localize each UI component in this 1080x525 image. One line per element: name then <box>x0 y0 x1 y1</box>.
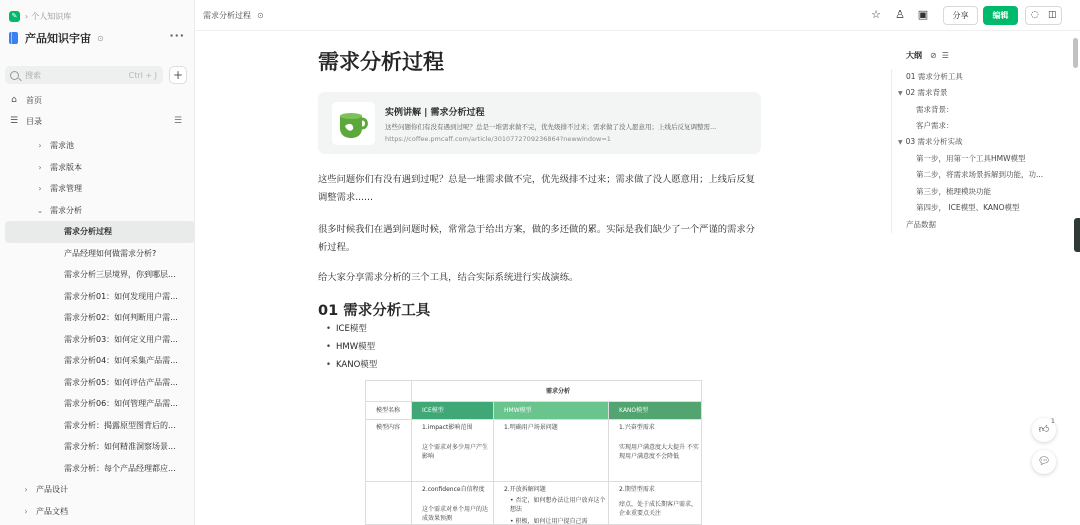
page-title: 需求分析过程 <box>318 50 444 74</box>
bullet-list <box>326 320 377 374</box>
section-heading: 01 需求分析工具 <box>318 303 431 319</box>
tree-item-label: 产品文档 <box>36 506 68 516</box>
collaborator-icon[interactable]: ♙ <box>895 8 905 21</box>
outline-item[interactable]: 第四步， ICE模型、KANO模型 <box>916 203 1020 212</box>
requirement-analysis-table-image[interactable] <box>365 380 702 525</box>
lock-icon: ⊙ <box>257 11 264 20</box>
list-item: • ICE模型 <box>326 320 377 338</box>
table-cell: 1.兴奋型需求 <box>619 424 655 431</box>
panel-toggle-icon[interactable]: ◫ <box>1047 10 1057 20</box>
table-cell: 这个需求对多少用户产生影响 <box>422 444 489 460</box>
list-item: • HMW模型 <box>326 338 377 356</box>
chevron-right-icon: › <box>24 506 28 516</box>
list-icon: ☰ <box>9 116 19 126</box>
chevron-right-icon: › <box>25 11 29 21</box>
tree-item[interactable] <box>0 458 195 480</box>
paragraph: 这些问题你们有没有遇到过呢？总是一堆需求做不完，优先级排不过来；需求做了没人愿意用；上线后反复调整需求...... <box>318 174 755 203</box>
table-col-hmw: HMW模型 <box>504 407 532 414</box>
tree-item-label: 需求池 <box>50 141 74 151</box>
scrollbar-thumb[interactable] <box>1073 38 1078 68</box>
lock-icon: ⊙ <box>97 33 104 43</box>
nav-home[interactable] <box>9 92 42 108</box>
tree-item-label: 需求分析 <box>50 205 82 215</box>
top-bar <box>195 0 1080 31</box>
search-shortcut: Ctrl + J <box>128 70 157 80</box>
tree-item[interactable] <box>0 200 195 222</box>
tree-item-label: 需求分析过程 <box>64 227 112 237</box>
tree-item-label: 需求分析02：如何判断用户需... <box>64 313 178 323</box>
outline-item[interactable]: 产品数据 <box>906 220 936 229</box>
outline-item[interactable]: 第二步，将需求场景拆解到功能，功... <box>916 170 1044 179</box>
outline-item[interactable] <box>898 86 948 100</box>
like-button[interactable]: 👍︎ <box>1032 418 1056 442</box>
outline-item[interactable]: 01 需求分析工具 <box>906 72 963 81</box>
tree-item[interactable] <box>0 307 195 329</box>
home-icon: ⌂ <box>11 95 17 105</box>
outline-item[interactable]: 第三步，梳理模块功能 <box>916 187 991 196</box>
tree-item[interactable] <box>0 135 195 157</box>
present-icon[interactable]: ▣ <box>917 8 929 21</box>
caret-down-icon: ▼ <box>898 139 903 146</box>
comment-icon[interactable]: ◌ <box>1030 10 1039 20</box>
breadcrumb-label: 个人知识库 <box>31 11 72 21</box>
table-col-kano: KANO模型 <box>619 407 649 414</box>
doc-tree <box>0 135 195 522</box>
table-cell: 2.开放拆解问题 <box>504 486 546 493</box>
link-card[interactable] <box>318 92 761 154</box>
sidebar-breadcrumb[interactable] <box>9 9 71 23</box>
tree-item[interactable] <box>0 350 195 372</box>
table-cell: 这个需求对单个用户的达成效果预测 <box>422 506 489 522</box>
add-button[interactable]: + <box>169 66 187 84</box>
knowledge-base-title: 产品知识宇宙 <box>25 32 91 45</box>
tree-item[interactable] <box>0 436 195 458</box>
tree-item-label: 需求分析：如何精准洞察场景... <box>64 442 176 452</box>
paragraph: 很多时候我们在遇到问题时候，常常急于给出方案，做的多还做的累。实际是我们缺少了一个严谨的需求分析过程。 <box>318 224 755 253</box>
table-cell: 2.期望型需求 <box>619 486 655 493</box>
outline-title: 大纲 <box>906 51 922 60</box>
outline-list-icon[interactable]: ☰ <box>941 51 949 60</box>
share-button[interactable]: 分享 <box>943 6 978 25</box>
link-card-description: 这些问题你们有没有遇到过呢？总是一堆需求做不完，优先级排不过来；需求做了没人愿意用；上线后反复调整需... <box>385 123 717 131</box>
table-header: 需求分析 <box>546 388 571 395</box>
scrollbar-track[interactable] <box>1071 31 1080 525</box>
like-count: 1 <box>1051 418 1055 425</box>
outline-item[interactable]: 需求背景： <box>916 105 954 114</box>
search-row <box>5 66 191 84</box>
nav-home-label: 首页 <box>26 95 42 105</box>
table-cell: 1.impact影响范围 <box>422 424 473 431</box>
tree-item[interactable] <box>0 178 195 200</box>
tree-item-label: 需求版本 <box>50 162 82 172</box>
doc-breadcrumb-label: 需求分析过程 <box>203 11 251 20</box>
search-input[interactable] <box>5 66 163 84</box>
outline-item[interactable]: 客户需求： <box>916 121 954 130</box>
tree-item-label: 产品经理如何做需求分析? <box>64 248 157 258</box>
doc-breadcrumb[interactable] <box>203 10 264 21</box>
tree-item-label: 需求分析06：如何管理产品需... <box>64 399 178 409</box>
star-icon[interactable]: ☆ <box>871 8 881 21</box>
tree-item-label: 需求分析：揭露原型图背后的... <box>64 420 176 430</box>
table-cell: 2.confidence自信程度 <box>422 486 485 493</box>
table-col-ice: ICE模型 <box>422 407 444 414</box>
tree-item[interactable] <box>0 415 195 437</box>
comment-float-button[interactable]: 💬︎ <box>1032 450 1056 474</box>
tree-item[interactable] <box>0 243 195 265</box>
chevron-right-icon: › <box>38 141 42 151</box>
tree-item[interactable] <box>0 501 195 523</box>
tree-item-label: 需求分析04：如何采集产品需... <box>64 356 178 366</box>
table-row-label: 模型内容 <box>376 424 401 431</box>
tree-item-label: 需求分析三层境界，你到哪层... <box>64 270 176 280</box>
sidebar <box>0 0 195 525</box>
toolbar-group <box>1025 6 1062 25</box>
tree-item-label: 需求分析：每个产品经理都应... <box>64 463 176 473</box>
nav-toc[interactable] <box>9 113 42 129</box>
tree-item[interactable] <box>0 393 195 415</box>
search-placeholder: 搜索 <box>25 70 41 80</box>
chevron-down-icon: ⌄ <box>36 205 44 215</box>
book-icon <box>9 32 18 44</box>
chevron-right-icon: › <box>38 184 42 194</box>
outline-item-label: 02 需求背景 <box>905 88 948 97</box>
link-card-url: https://coffee.pmcaff.com/article/3010772709236864?newwindow=1 <box>385 135 611 143</box>
tree-item[interactable] <box>0 329 195 351</box>
table-cell: 实现用户满意度大大提升 不实现用户满意度不会降低 <box>619 444 699 460</box>
knowledge-base-header[interactable] <box>9 29 189 47</box>
side-drawer-handle[interactable] <box>1074 218 1080 252</box>
edit-button[interactable]: 编辑 <box>983 6 1018 25</box>
outline-header <box>906 50 949 61</box>
table-cell: • 积极，如何让用户提自己需 <box>510 518 588 525</box>
hide-outline-icon[interactable]: ⊘ <box>930 51 937 60</box>
search-icon <box>10 71 19 80</box>
tree-item-label: 需求分析05：如何评估产品需... <box>64 377 178 387</box>
outline-rail <box>891 69 892 233</box>
chevron-right-icon: › <box>24 485 28 495</box>
more-icon[interactable]: ··· <box>169 29 185 42</box>
table-cell: • 否定，如何想办法让用户放弃这个想法 <box>510 497 606 513</box>
table-cell-bullet: 否定，如何想办法让用户放弃这个想法 <box>510 497 606 513</box>
chevron-right-icon: › <box>38 162 42 172</box>
yuque-logo-icon: ✎ <box>9 11 20 22</box>
nav-toc-label: 目录 <box>26 116 42 126</box>
table-cell-bullet: 积极，如何让用户提自己需 <box>515 518 588 525</box>
tree-item[interactable] <box>0 264 195 286</box>
outline-panel <box>891 45 1071 245</box>
tree-item[interactable] <box>0 157 195 179</box>
tree-item[interactable] <box>0 286 195 308</box>
paragraph: 给大家分享需求分析的三个工具，结合实际系统进行实战演练。 <box>318 272 579 283</box>
outline-item-label: 03 需求分析实战 <box>905 137 963 146</box>
table-row-label: 模型名称 <box>376 407 401 414</box>
tree-item[interactable] <box>0 372 195 394</box>
table-cell: 痒点，处于成长期客户需求，企业重要点关注 <box>619 501 698 517</box>
tree-item-label: 需求分析03：如何定义用户需... <box>64 334 178 344</box>
outline-item[interactable]: 第一步，用第一个工具HMW模型 <box>916 154 1026 163</box>
tree-item-active[interactable] <box>5 221 195 243</box>
outline-item[interactable] <box>898 135 963 149</box>
toc-settings-icon[interactable]: ☰ <box>174 116 183 126</box>
list-item: • KANO模型 <box>326 356 377 374</box>
caret-down-icon: ▼ <box>898 90 903 97</box>
tree-item-label: 产品设计 <box>36 485 68 495</box>
link-card-title: 实例讲解 | 需求分析过程 <box>385 108 485 118</box>
tree-item-label: 需求管理 <box>50 184 82 194</box>
coffee-cup-icon <box>332 102 375 145</box>
table-cell: 1.明确用户场景问题 <box>504 424 558 431</box>
tree-item[interactable] <box>0 479 195 501</box>
tree-item-label: 需求分析01：如何发现用户需... <box>64 291 178 301</box>
